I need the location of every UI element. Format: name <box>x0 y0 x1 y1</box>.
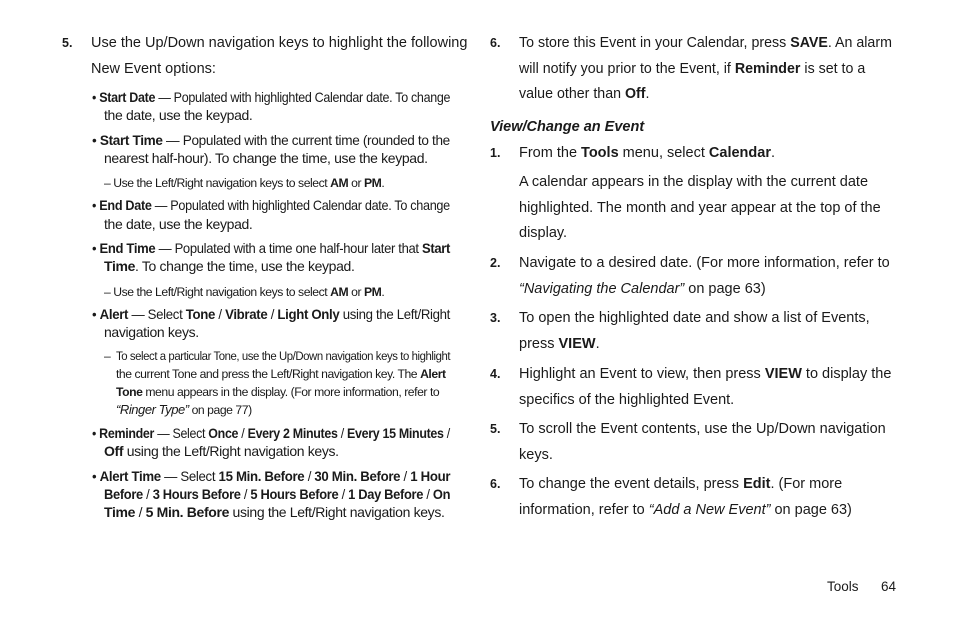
bullet-start-date-cont: the date, use the keypad. <box>104 107 253 123</box>
bullet-reminder-cont: Off using the Left/Right navigation keys. <box>104 443 339 459</box>
step-text: Use the Up/Down navigation keys to highlight the following New Event options: <box>91 35 468 77</box>
step-number: 5. <box>62 36 73 50</box>
step-number: 3. <box>490 311 501 325</box>
step-text: Highlight an Event to view, then press VIEW to display the specifics of the highlighted Event. <box>519 366 892 408</box>
step-number: 6. <box>490 477 501 491</box>
step-number: 5. <box>490 422 501 436</box>
step-number: 2. <box>490 256 501 270</box>
step-text: Navigate to a desired date. (For more information, refer to “Navigating the Calendar” on page 63) <box>519 255 890 297</box>
bullet-start-date: • Start Date — Populated with highlighted Calendar date. To change <box>92 89 451 105</box>
section-heading: View/Change an Event <box>490 119 645 135</box>
bullet-end-date: • End Date — Populated with highlighted Calendar date. To change <box>92 197 450 213</box>
bullet-end-date-cont: the date, use the keypad. <box>104 216 253 232</box>
bullet-end-time-cont: Time. To change the time, use the keypad. <box>104 258 355 274</box>
step-text: To open the highlighted date and show a list of Events, press VIEW. <box>519 310 870 352</box>
sub-start-time: – Use the Left/Right navigation keys to select AM or PM. <box>104 176 385 190</box>
sub-alert-l3: Tone menu appears in the display. (For more information, refer to <box>116 385 440 399</box>
bullet-alert-time-cont2: Time / 5 Min. Before using the Left/Right navigation keys. <box>104 504 445 520</box>
step-number: 1. <box>490 146 501 160</box>
bullet-start-time: • Start Time — Populated with the current time (rounded to the <box>92 132 450 148</box>
sub-alert-l2: the current Tone and press the Left/Right navigation key. The Alert <box>116 367 446 381</box>
bullet-alert: • Alert — Select Tone / Vibrate / Light Only using the Left/Right <box>92 306 451 322</box>
step-text: To store this Event in your Calendar, press SAVE. An alarm will notify you prior to the Event, if Reminder is set to a value other than Off. <box>519 35 892 102</box>
step-number: 4. <box>490 367 501 381</box>
bullet-start-time-cont: nearest half-hour). To change the time, use the keypad. <box>104 150 428 166</box>
bullet-alert-time: • Alert Time — Select 15 Min. Before / 30 Min. Before / 1 Hour <box>92 468 451 484</box>
bullet-alert-time-cont1: Before / 3 Hours Before / 5 Hours Before / 1 Day Before / On <box>104 486 451 502</box>
step-number: 6. <box>490 36 501 50</box>
sub-alert-l1: To select a particular Tone, use the Up/Down navigation keys to highlight <box>116 349 451 363</box>
page-number: 64 <box>881 579 897 594</box>
bullet-end-time: • End Time — Populated with a time one half-hour later that Start <box>92 240 451 256</box>
sub-alert-dash: – <box>104 349 111 363</box>
bullet-alert-cont: navigation keys. <box>104 324 199 340</box>
step-text: From the Tools menu, select Calendar. <box>519 145 775 161</box>
footer-section: Tools <box>827 579 859 594</box>
sub-end-time: – Use the Left/Right navigation keys to select AM or PM. <box>104 285 385 299</box>
step-text: To scroll the Event contents, use the Up/Down navigation keys. <box>519 421 886 463</box>
step-text: To change the event details, press Edit. (For more information, refer to “Add a New Event” on page 63) <box>519 476 852 518</box>
sub-alert-l4: “Ringer Type” on page 77) <box>116 402 252 417</box>
bullet-reminder: • Reminder — Select Once / Every 2 Minutes / Every 15 Minutes / <box>92 425 450 441</box>
